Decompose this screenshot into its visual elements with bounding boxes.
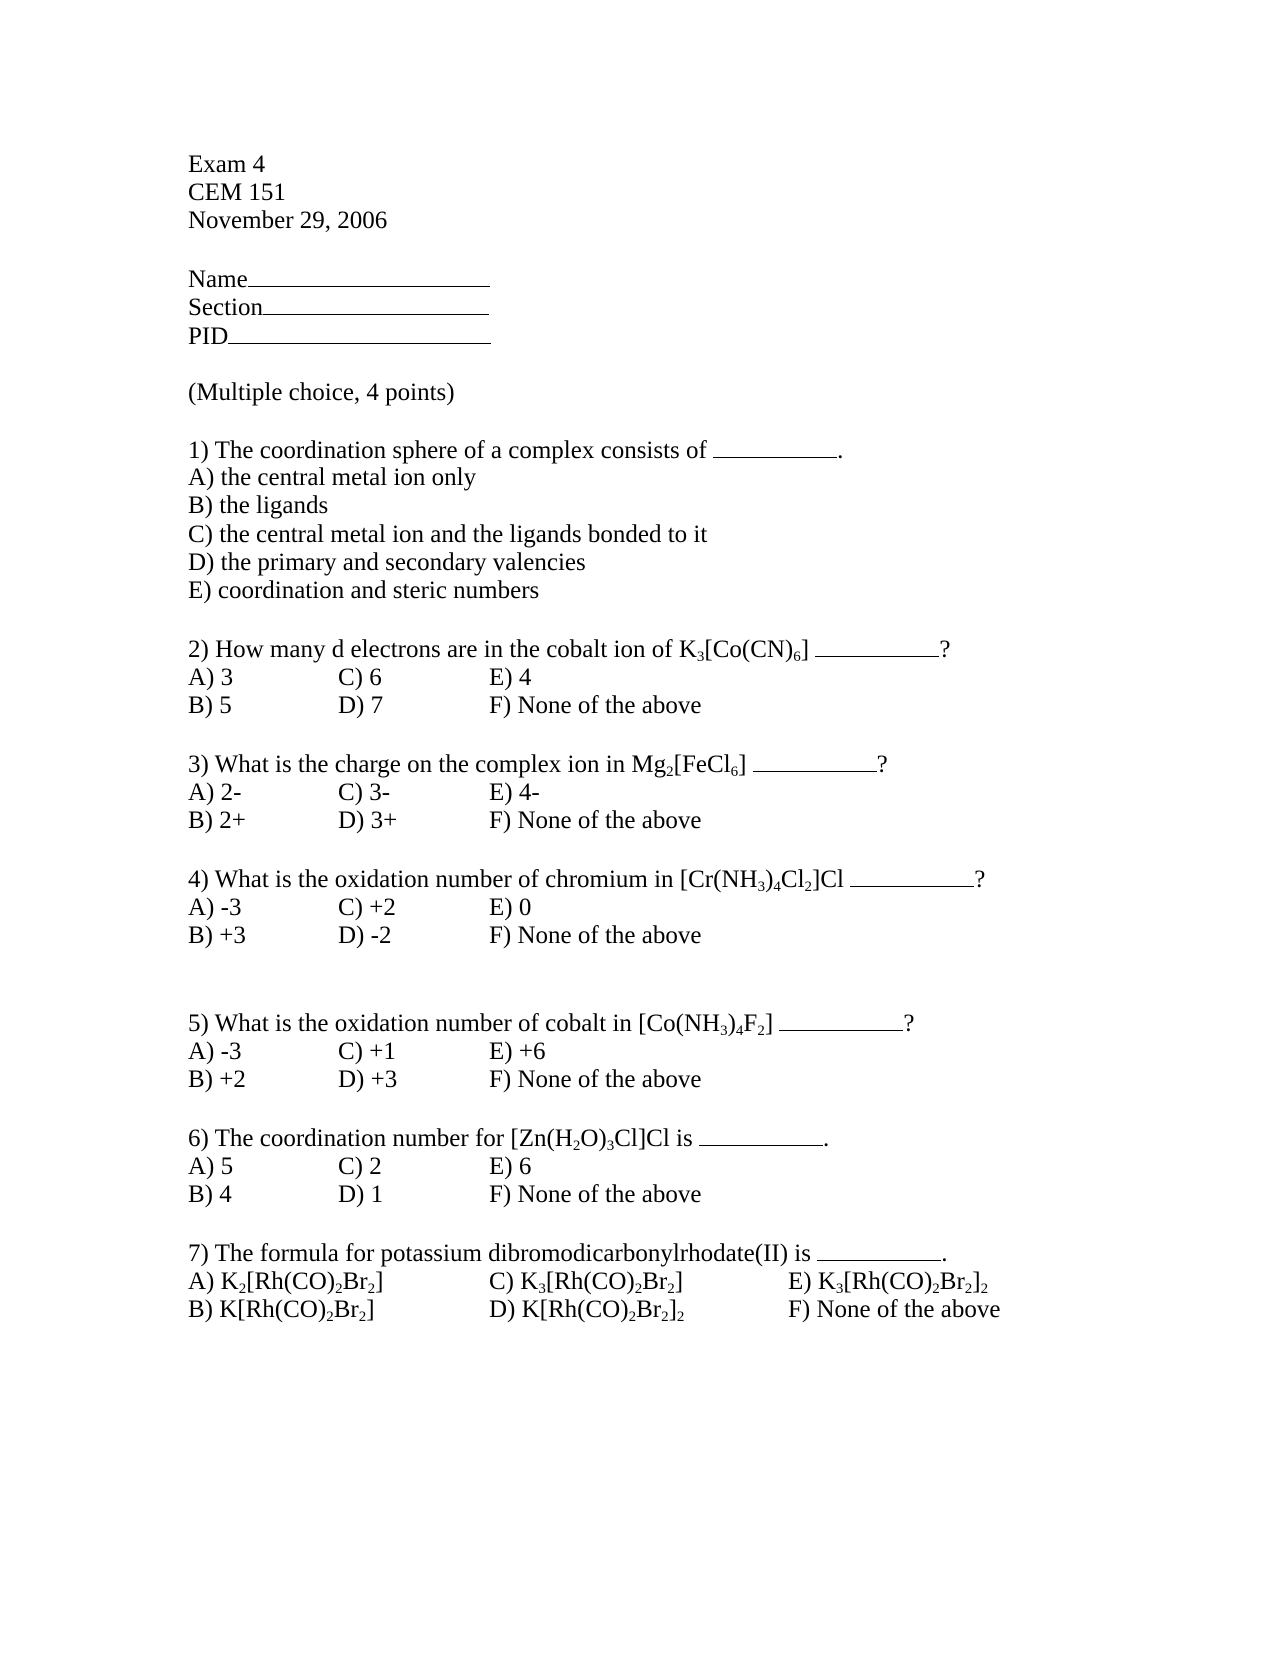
q3-option-d: D) 3+ [338,807,398,834]
q2-stem: 2) How many d electrons are in the cobalt ion of $K_3[Co(CN)_6]$ ? [188,636,951,665]
q3-option-b: B) 2+ [188,807,246,834]
q5-option-d: D) +3 [338,1066,398,1093]
q5-option-b: B) +2 [188,1066,246,1093]
q2-option-a: A) 3 [188,664,234,691]
q7-blank[interactable] [817,1238,941,1261]
q7-option-d: D) $K[Rh(CO)_2Br_2]_2$ [489,1296,685,1325]
q4-stem: 4) What is the oxidation number of chromium in $[Cr(NH_3)_4Cl_2]Cl$ ? [188,866,986,895]
q6-option-e: E) 6 [489,1153,532,1180]
q3-option-a: A) 2- [188,779,242,806]
q4-option-c: C) +2 [338,894,396,921]
q6-option-c: C) 2 [338,1153,382,1180]
q7-option-f: F) None of the above [788,1296,1001,1323]
q6-stem: 6) The coordination number for $[Zn(H_2O)_3Cl]Cl$ is . [188,1125,830,1154]
q7-option-e: E) $K_3[Rh(CO)_2Br_2]_2$ [788,1268,989,1297]
q7-option-c: C) $K_3[Rh(CO)_2Br_2]$ [489,1268,684,1297]
exam-date: November 29, 2006 [188,207,388,234]
q6-option-b: B) 4 [188,1181,232,1208]
q1-option-e: E) coordination and steric numbers [188,577,540,604]
q4-option-f: F) None of the above [489,922,702,949]
section-blank[interactable] [263,292,489,315]
q6-option-d: D) 1 [338,1181,384,1208]
q4-option-b: B) +3 [188,922,246,949]
q4-option-a: A) -3 [188,894,242,921]
q6-option-f: F) None of the above [489,1181,702,1208]
q5-blank[interactable] [779,1008,903,1031]
course-code: CEM 151 [188,179,286,206]
instructions: (Multiple choice, 4 points) [188,379,455,406]
q1-option-d: D) the primary and secondary valencies [188,549,586,576]
q3-blank[interactable] [753,749,877,772]
pid-blank[interactable] [228,321,491,344]
name-blank[interactable] [248,264,490,287]
q5-option-c: C) +1 [338,1038,396,1065]
q2-option-c: C) 6 [338,664,382,691]
q5-option-f: F) None of the above [489,1066,702,1093]
q3-stem: 3) What is the charge on the complex ion in $Mg_2[FeCl_6]$ ? [188,751,888,780]
q4-blank[interactable] [850,864,974,887]
q3-option-e: E) 4- [489,779,540,806]
section-label: Section [188,294,263,321]
q1-option-a: A) the central metal ion only [188,464,477,491]
q2-blank[interactable] [815,634,939,657]
exam-title: Exam 4 [188,151,266,178]
name-field[interactable] [188,264,490,293]
q1-option-b: B) the ligands [188,492,329,519]
q5-option-a: A) -3 [188,1038,242,1065]
section-field[interactable] [188,292,489,321]
q4-option-d: D) -2 [338,922,392,949]
q7-option-b: B) $K[Rh(CO)_2Br_2]$ [188,1296,375,1325]
q1-stem: 1) The coordination sphere of a complex consists of . [188,437,844,464]
q5-stem: 5) What is the oxidation number of cobalt in $[Co(NH_3)_4F_2]$ ? [188,1010,915,1039]
q2-option-f: F) None of the above [489,692,702,719]
q4-option-e: E) 0 [489,894,532,921]
q3-option-c: C) 3- [338,779,391,806]
q1-option-c: C) the central metal ion and the ligands bonded to it [188,521,708,548]
q2-option-d: D) 7 [338,692,384,719]
q6-blank[interactable] [699,1123,823,1146]
q3-option-f: F) None of the above [489,807,702,834]
name-label: Name [188,266,248,293]
q6-option-a: A) 5 [188,1153,234,1180]
q2-option-e: E) 4 [489,664,532,691]
pid-field[interactable] [188,321,491,350]
q5-option-e: E) +6 [489,1038,546,1065]
pid-label: PID [188,323,229,350]
q7-stem: 7) The formula for potassium dibromodicarbonylrhodate(II) is . [188,1240,948,1267]
q1-blank[interactable] [713,435,837,458]
q2-option-b: B) 5 [188,692,232,719]
q7-option-a: A) $K_2[Rh(CO)_2Br_2]$ [188,1268,384,1297]
